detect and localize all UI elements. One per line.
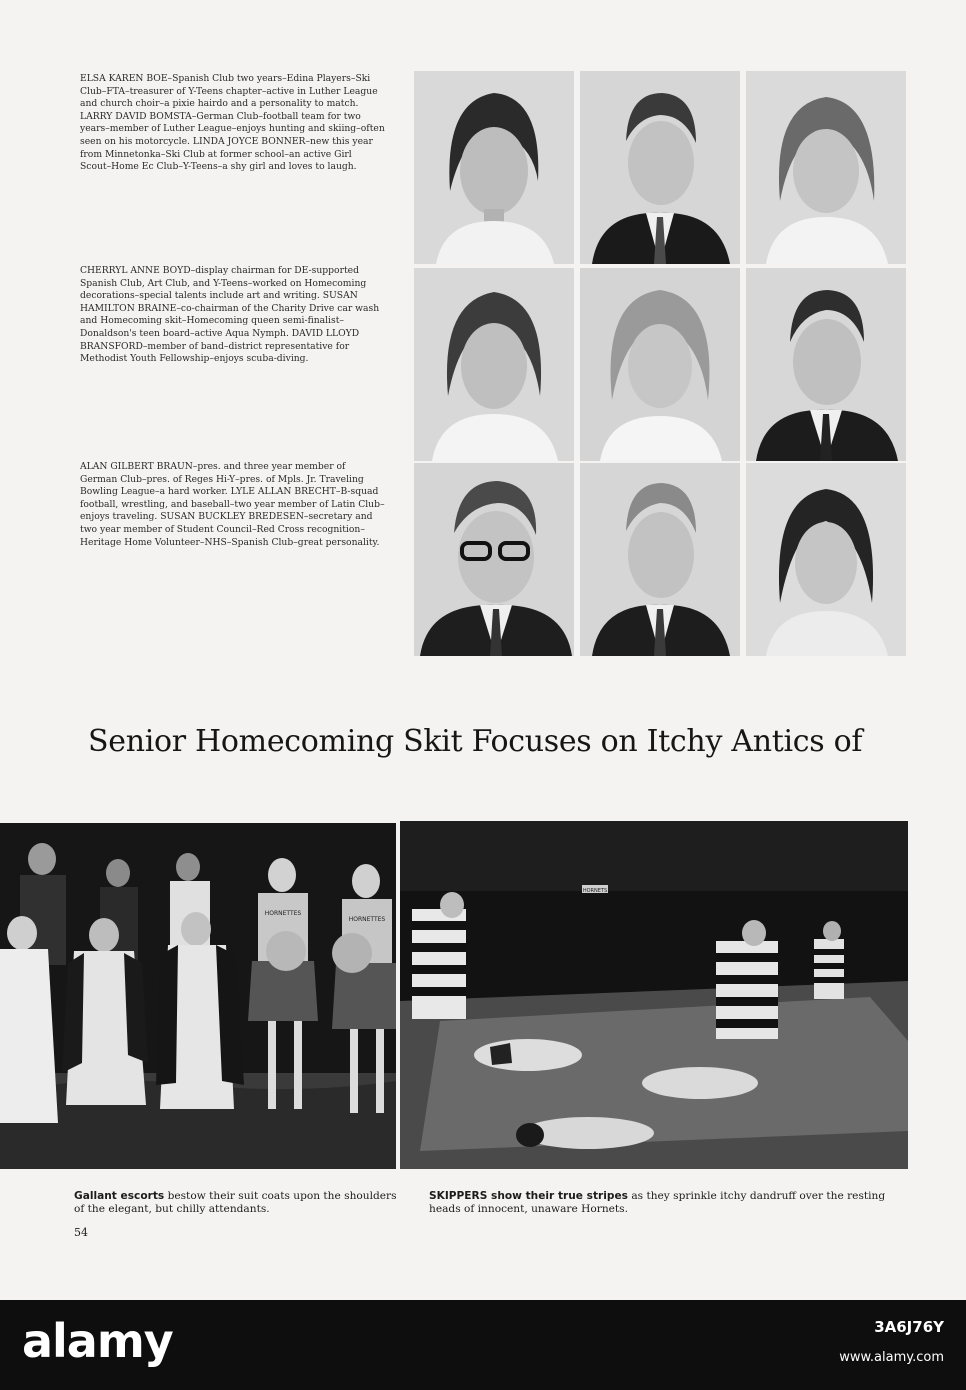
striped-figure-left	[412, 892, 466, 1019]
sweater-lettering-2: HORNETTES	[348, 916, 386, 923]
caption-left-lead: Gallant escorts	[74, 1190, 165, 1202]
bio-block-2: CHERRYL ANNE BOYD–display chairman for DE-supported Spanish Club, Art Club, and Y-Teens–worked on Homecoming decorations–special talents include art and writing. SUSAN HAMILTON BRAINE–co-chairman of the Charity Drive car wash and Homecoming skit–Homecoming queen semi-finalist–Donaldson's teen board–active Aqua Nymph. DAVID LLOYD BRANSFORD–member of band–district representative for Methodist Youth Fellowship–enjoys scuba-diving.	[80, 265, 380, 365]
caption-left	[74, 1190, 404, 1216]
portrait-david-lloyd-bransford	[746, 268, 906, 461]
caption-left-text: bestow their suit coats upon the shoulders of the elegant, but chilly attendants.	[74, 1190, 397, 1215]
alamy-logo: alamy	[22, 1314, 173, 1368]
headline: Senior Homecoming Skit Focuses on Itchy Antics of	[88, 724, 863, 759]
portrait-lyle-allan-brecht	[580, 463, 740, 656]
portrait-elsa-karen-boe	[414, 71, 574, 264]
caption-right-text: as they sprinkle itchy dandruff over the resting heads of innocent, unaware Hornets.	[429, 1190, 886, 1215]
caption-right-lead: SKIPPERS show their true stripes	[429, 1190, 628, 1202]
caption-right	[429, 1190, 909, 1216]
portrait-alan-gilbert-braun	[414, 463, 574, 656]
footer-url[interactable]: www.alamy.com	[839, 1350, 944, 1365]
senior-portrait-grid	[414, 71, 908, 654]
stock-footer-bar	[0, 1300, 966, 1390]
bio-block-3: ALAN GILBERT BRAUN–pres. and three year member of German Club–pres. of Reges Hi-Y–pres. of Mpls. Jr. Traveling Bowling League–a hard worker. LYLE ALLAN BRECHT–B-squad football, wrestling, and baseball–two year member of Latin Club–enjoys traveling. SUSAN BUCKLEY BREDESEN–secretary and two year member of Student Council–Red Cross recognition–Heritage Home Volunteer–NHS–Spanish Club–great personality.	[80, 461, 385, 548]
portrait-susan-buckley-bredesen	[746, 463, 906, 656]
photo-homecoming-attendants	[0, 823, 396, 1169]
image-id: 3A6J76Y	[874, 1318, 944, 1336]
gym-banner: HORNETS	[582, 888, 608, 894]
portrait-linda-joyce-bonner	[746, 71, 906, 264]
page-number: 54	[74, 1226, 88, 1239]
portrait-larry-david-bomsta	[580, 71, 740, 264]
photo-skippers-skit	[400, 821, 908, 1169]
portrait-cherryl-anne-boyd	[414, 268, 574, 461]
sweater-lettering-1: HORNETTES	[264, 910, 302, 917]
portrait-susan-hamilton-braine	[580, 268, 740, 461]
bio-block-1: ELSA KAREN BOE–Spanish Club two years–Edina Players–Ski Club–FTA–treasurer of Y-Teens chapter–active in Luther League and church choir–a pixie hairdo and a personality to match. LARRY DAVID BOMSTA–German Club–football team for two years–member of Luther League–enjoys hunting and skiing–often seen on his motorcycle. LINDA JOYCE BONNER–new this year from Minnetonka–Ski Club at former school–an active Girl Scout–Home Ec Club–Y-Teens–a shy girl and loves to laugh.	[80, 73, 385, 173]
